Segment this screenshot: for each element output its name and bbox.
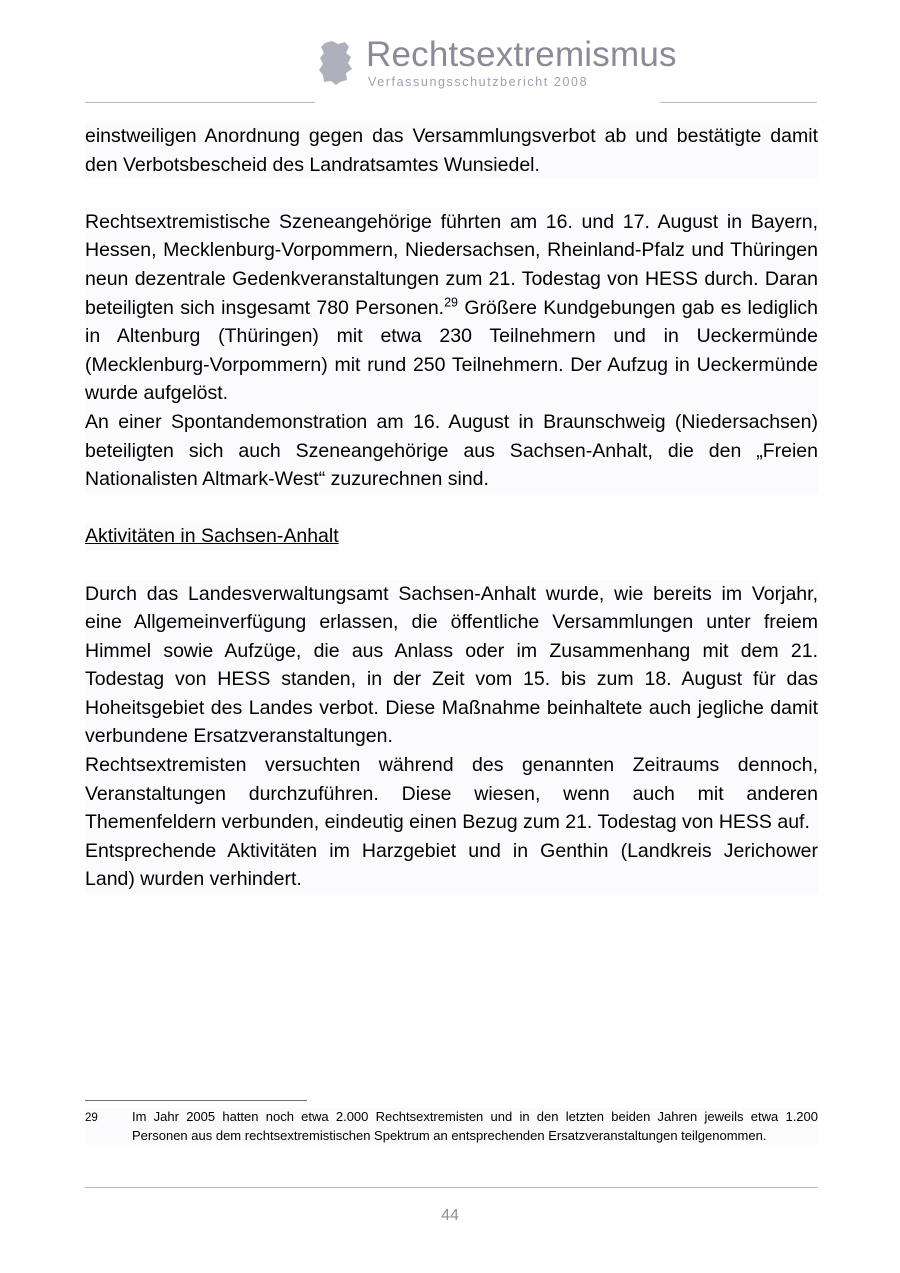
paragraph-spacer-3 [85, 551, 818, 580]
section-heading-wrap [85, 522, 818, 551]
paragraph-5: Rechtsextremisten versuchten während des genannten Zeitraums dennoch, Veranstaltungen durchzuführen. Diese wiesen, wenn auch mit anderen Themenfeldern verbunden, eindeutig einen Bezug zum 21. Todestag von HESS auf. [85, 751, 818, 837]
header-text-block [366, 36, 677, 89]
paragraph-1: einstweiligen Anordnung gegen das Versammlungsverbot ab und bestätigte damit den Verbotsbescheid des Landratsamtes Wunsiedel. [85, 122, 818, 179]
footnote-text: Im Jahr 2005 hatten noch etwa 2.000 Rechtsextremisten und in den letzten beiden Jahren jeweils etwa 1.200 Personen aus dem rechtsextremistischen Spektrum an entsprechenden Ersatzveranstaltungen teilgenommen. [132, 1109, 818, 1143]
paragraph-2-text: Rechtsextremistische Szeneangehörige führten am 16. und 17. August in Bayern, Hessen, Mecklenburg-Vorpommern, Niedersachsen, Rheinland-Pfalz und Thüringen neun dezentrale Gedenkveranstaltungen zum 21. Todestag von HESS durch. Daran beteiligten sich insgesamt 780 Personen. [85, 210, 818, 319]
section-heading: Aktivitäten in Sachsen-Anhalt [85, 522, 339, 551]
report-title: Rechtsextremismus [366, 35, 677, 74]
page-header [0, 36, 900, 110]
paragraph-3: An einer Spontandemonstration am 16. August in Braunschweig (Niedersachsen) beteiligten sich auch Szeneangehörige aus Sachsen-Anhalt, die den „Freien Nationalisten Altmark-West“ zuzurechnen sind. [85, 408, 818, 494]
paragraph-2 [85, 208, 818, 408]
shield-logo-icon [318, 40, 354, 86]
report-subtitle: Verfassungsschutzbericht 2008 [368, 75, 589, 89]
paragraph-spacer-2 [85, 494, 818, 523]
footnote-number: 29 [85, 1112, 98, 1124]
page-content [85, 122, 818, 894]
header-content [318, 36, 677, 89]
paragraph-6: Entsprechende Aktivitäten im Harzgebiet und in Genthin (Landkreis Jerichower Land) wurden verhindert. [85, 837, 818, 894]
paragraph-4: Durch das Landesverwaltungsamt Sachsen-Anhalt wurde, wie bereits im Vorjahr, eine Allgemeinverfügung erlassen, die öffentliche Versammlungen unter freiem Himmel sowie Aufzüge, die aus Anlass oder im Zusammenhang mit dem 21. Todestag von HESS standen, in der Zeit vom 15. bis zum 18. August für das Hoheitsgebiet des Landes verbot. Diese Maßnahme beinhaltete auch jegliche damit verbundene Ersatzveranstaltungen. [85, 580, 818, 752]
page-number: 44 [441, 1207, 459, 1224]
footnote-separator [85, 1100, 307, 1101]
footer-rule [85, 1187, 818, 1188]
paragraph-spacer [85, 179, 818, 208]
footnote-marker[interactable]: 29 [444, 295, 458, 310]
header-rule-right [660, 102, 817, 103]
header-rule-left [85, 102, 315, 103]
footnote-block [85, 1108, 818, 1145]
paragraph-2-continuation: Größere Kundgebungen gab es lediglich in Altenburg (Thüringen) mit etwa 230 Teilnehmern und in Ueckermünde (Mecklenburg-Vorpommern) mit rund 250 Teilnehmern. Der Aufzug in Ueckermünde wurde aufgelöst. [85, 296, 819, 405]
